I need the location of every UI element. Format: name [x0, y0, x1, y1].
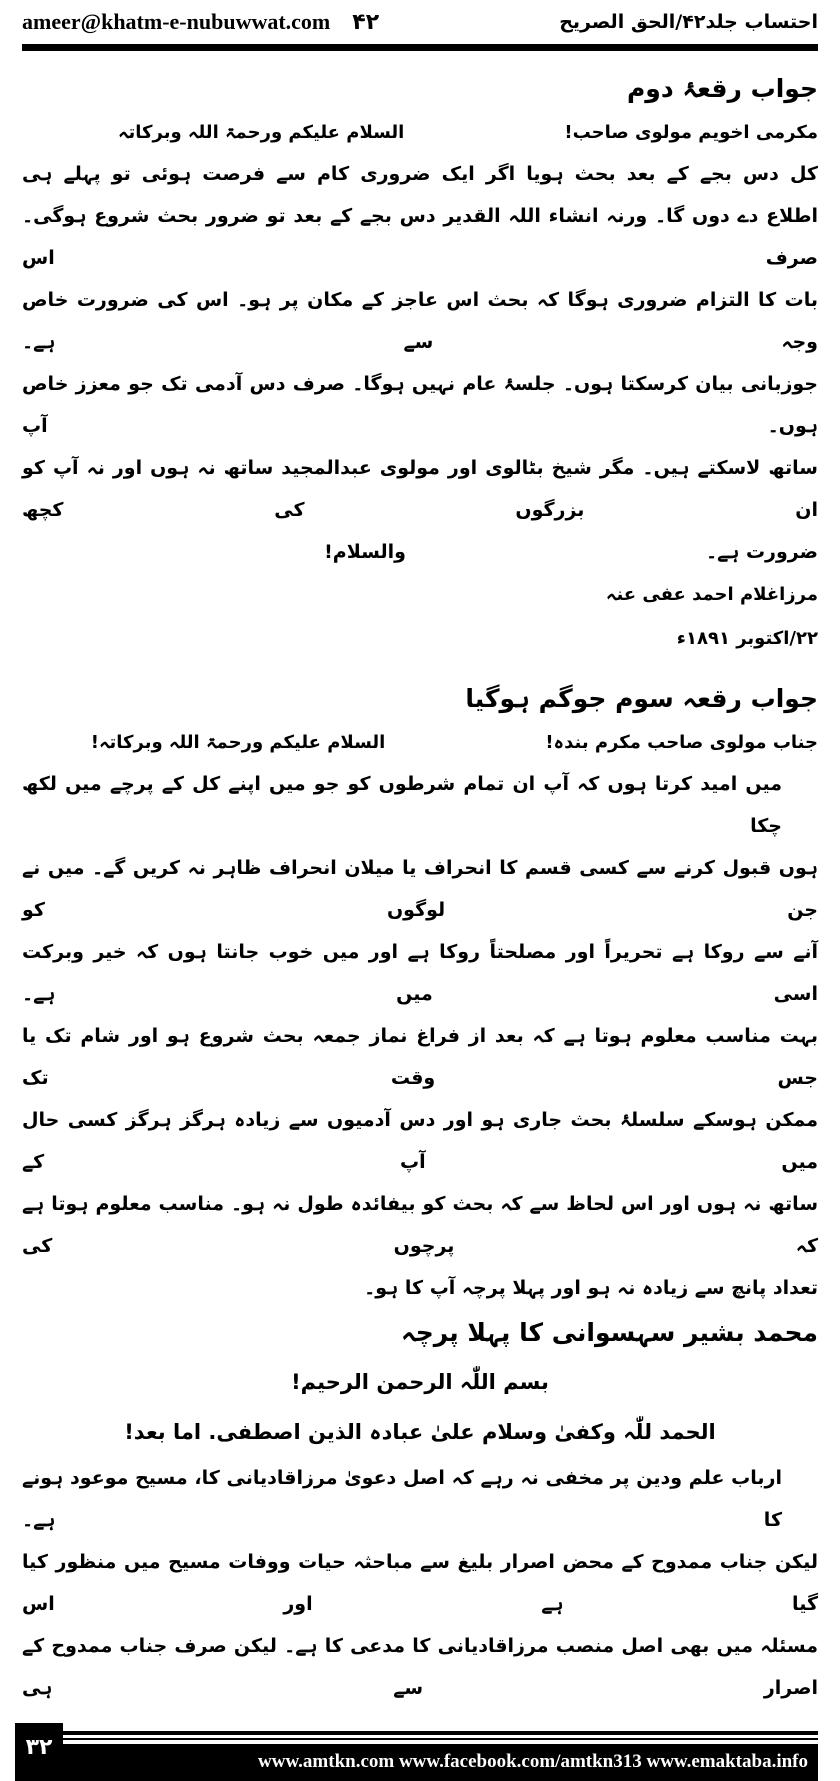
footer-band: [63, 1723, 818, 1781]
bismillah: بسم اللّٰہ الرحمن الرحیم!: [291, 1370, 549, 1394]
body-line: میں امید کرتا ہوں کہ آپ ان تمام شرطوں کو جو میں اپنے کل کے پرچے میں لکھ چکا: [22, 773, 782, 837]
section-title: محمد بشیر سہسوانی کا پہلا پرچہ: [401, 1318, 818, 1347]
body-line: لیکن جناب ممدوح کے محض اصرار بلیغ سے مباحثہ حیات ووفات مسیح میں منظور کیا گیا ہے اور اس: [22, 1551, 818, 1615]
body-line: کل دس بجے کے بعد بحث ہویا اگر ایک ضروری کام سے فرصت ہوئی تو پہلے ہی: [22, 163, 818, 185]
body-line: ہوں قبول کرنے سے کسی قسم کا انحراف یا میلان انحراف ظاہر نہ کریں گے۔ میں نے جن لوگوں کو: [22, 857, 818, 921]
section-title: جواب رقعہ سوم جوگم ہوگیا: [465, 684, 818, 713]
footer-rule: [63, 1738, 818, 1740]
header-rule: [22, 44, 818, 51]
body-line: ارباب علم ودین پر مخفی نہ رہے کہ اصل دعویٰ مرزاقادیانی کا، مسیح موعود ہونے کا ہے۔: [22, 1467, 782, 1531]
salutation-addressee: جناب مولوی صاحب مکرم بندہ!: [545, 732, 818, 753]
body-line: جوزبانی بیان کرسکتا ہوں۔ جلسۂ عام نہیں ہوگا۔ صرف دس آدمی تک جو معزز خاص ہوں۔ آپ: [22, 373, 818, 437]
salutation-greeting: السلام علیکم ورحمۃ اللہ وبرکاتہ: [117, 122, 405, 143]
header-book-title: احتساب جلد۴۲/الحق الصریح: [559, 11, 818, 33]
closing: والسلام!: [324, 541, 406, 563]
body-line: ساتھ لاسکتے ہیں۔ مگر شیخ بٹالوی اور مولوی عبدالمجید ساتھ نہ ہوں اور نہ آپ کو ان بزرگوں کی کچھ: [22, 457, 818, 521]
salutation-addressee: مکرمی اخویم مولوی صاحب!: [564, 122, 818, 143]
footer-rule: [63, 1731, 818, 1735]
body-line: ممکن ہوسکے سلسلۂ بحث جاری ہو اور دس آدمیوں سے زیادہ ہرگز ہرگز کسی حال میں آپ کے: [22, 1109, 818, 1173]
footer-page-number: ۳۲: [15, 1723, 63, 1781]
date: ۲۲/اکتوبر ۱۸۹۱ء: [676, 628, 818, 649]
page-footer: [0, 1723, 840, 1781]
header-email: ameer@khatm-e-nubuwwat.com: [22, 9, 331, 34]
signature: مرزاغلام احمد عفی عنہ: [605, 584, 818, 605]
body-line: ضرورت ہے۔: [705, 541, 818, 563]
header-page-number: ۴۲: [352, 9, 380, 35]
body-line: بات کا التزام ضروری ہوگا کہ بحث اس عاجز کے مکان پر ہو۔ اس کی ضرورت خاص وجہ سے ہے۔: [22, 289, 818, 353]
hamd: الحمد للّٰہ وکفیٰ وسلام علیٰ عبادہ الذین اصطفی. اما بعد!: [124, 1420, 716, 1444]
salutation-row: [22, 113, 818, 153]
body-line: بہت مناسب معلوم ہوتا ہے کہ بعد از فراغ نماز جمعہ بحث شروع ہو اور شام تک یا جس وقت تک: [22, 1025, 818, 1089]
body-line: ساتھ نہ ہوں اور اس لحاظ سے کہ بحث کو بیفائدہ طول نہ ہو۔ مناسب معلوم ہوتا ہے کہ پرچوں کی: [22, 1193, 818, 1257]
section-title: جواب رقعۂ دوم: [626, 74, 818, 103]
signature-block: [22, 573, 818, 661]
page-header: [0, 0, 840, 38]
body-line: آنے سے روکا ہے تحریراً اور مصلحتاً روکا ہے اور میں خوب جانتا ہوں کہ خیر وبرکت اسی میں ہے۔: [22, 941, 818, 1005]
body-line: تعداد پانچ سے زیادہ نہ ہو اور پہلا پرچہ آپ کا ہو۔: [364, 1277, 818, 1299]
body-line: مسئلہ میں بھی اصل منصب مرزاقادیانی کا مدعی کا ہے۔ لیکن صرف جناب ممدوح کے اصرار سے ہی: [22, 1635, 818, 1699]
footer-urls: www.amtkn.com www.facebook.com/amtkn313 www.emaktaba.info: [63, 1744, 818, 1781]
closing-row: [22, 531, 818, 573]
salutation-greeting: السلام علیکم ورحمۃ اللہ وبرکاتہ!: [90, 732, 386, 753]
body-line: اطلاع دے دوں گا۔ ورنہ انشاء اللہ القدیر دس بجے کے بعد تو ضرور بحث شروع ہوگی۔ صرف اس: [22, 205, 818, 269]
page-body: [0, 51, 840, 1723]
salutation-row: [22, 723, 818, 763]
